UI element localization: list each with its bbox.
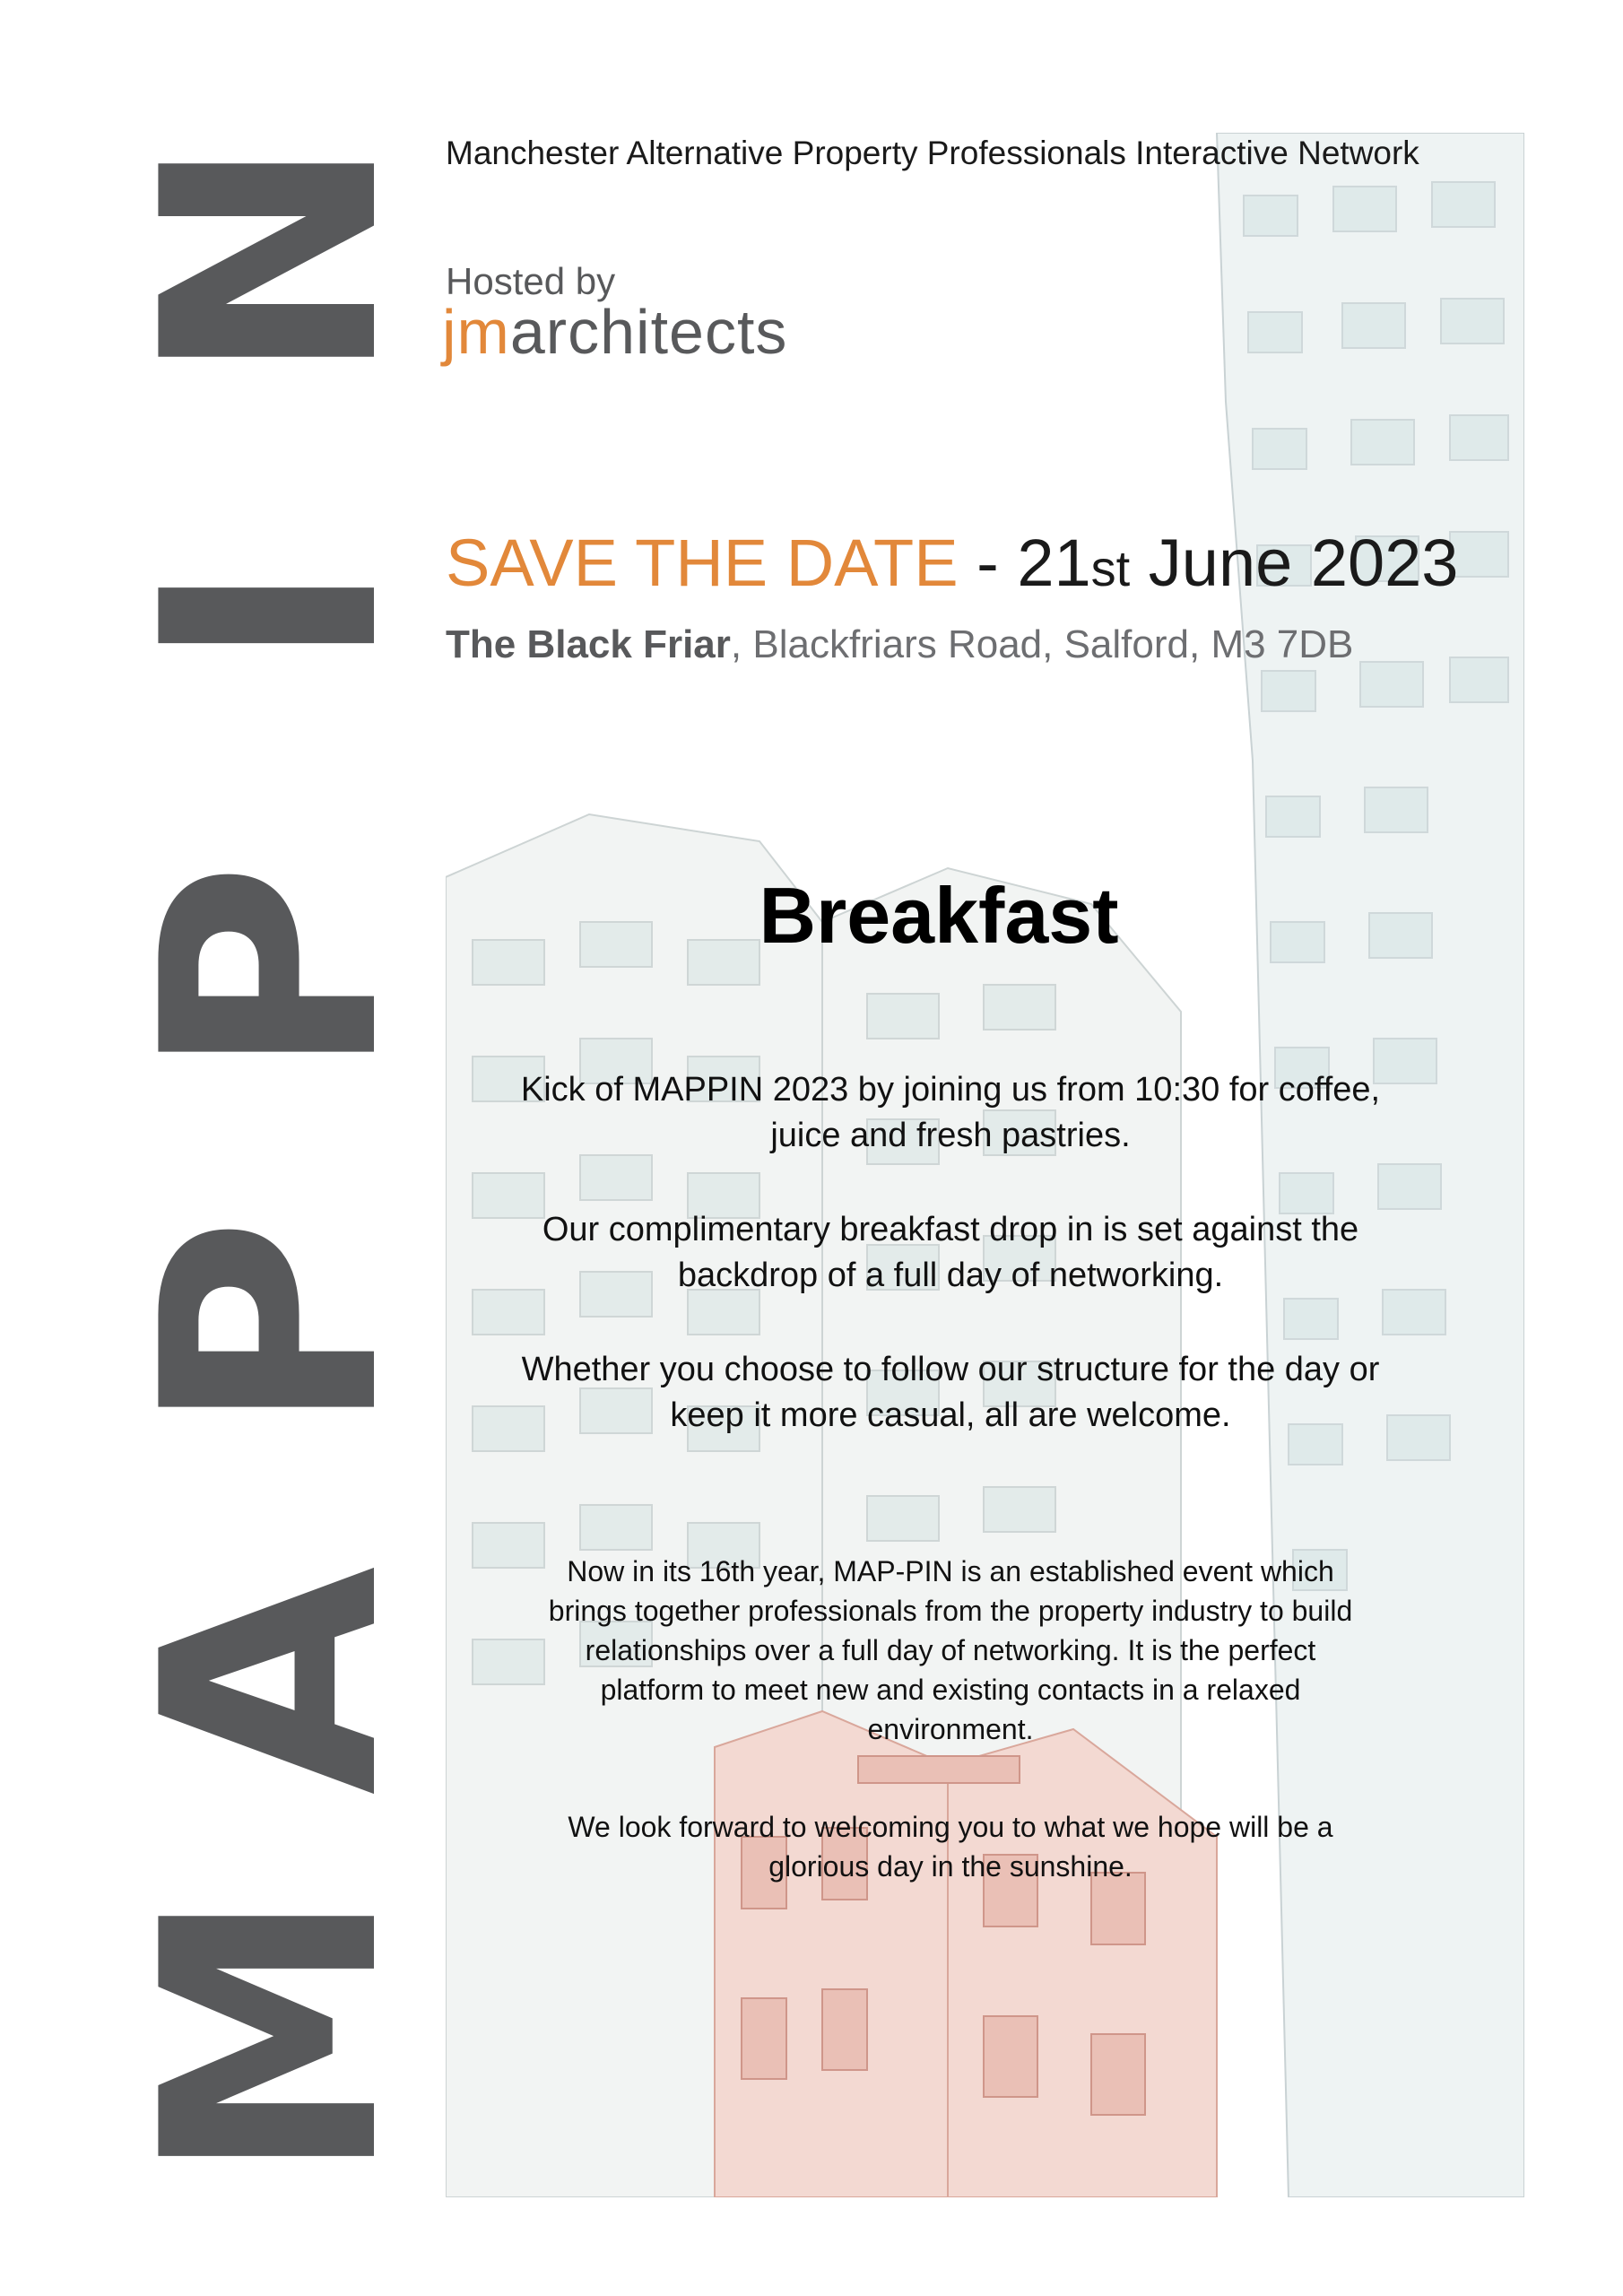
network-name: Manchester Alternative Property Professionals Interactive Network <box>446 135 1419 171</box>
sketch-svg <box>446 133 1524 2197</box>
host-logo <box>442 296 787 368</box>
venue-address: , Blackfriars Road, Salford, M3 7DB <box>730 622 1354 666</box>
paragraph-breakfast: Our complimentary breakfast drop in is set against the backdrop of a full day of networking. <box>542 1211 1359 1294</box>
wordmark-letter: A <box>100 1566 444 1796</box>
save-the-date-line <box>446 525 1458 601</box>
paragraph-welcome: Whether you choose to follow our structure for the day or keep it more casual, all are welcome. <box>521 1351 1380 1434</box>
hosted-by-label: Hosted by <box>446 260 616 302</box>
save-the-date-label: SAVE THE DATE <box>446 526 959 600</box>
wordmark-letter: P <box>100 1217 444 1434</box>
wordmark-letter: I <box>100 560 444 671</box>
date-separator: - <box>958 526 1018 600</box>
wordmark-letter: M <box>100 1888 444 2184</box>
event-day-suffix: st <box>1090 540 1131 596</box>
building-sketch-illustration <box>446 133 1524 2197</box>
host-logo-jm: jm <box>442 297 510 367</box>
mappin-vertical-wordmark <box>100 126 444 2184</box>
event-month-year: June 2023 <box>1130 526 1459 600</box>
paragraph-closing: We look forward to welcoming you to what we hope will be a glorious day in the sunshine. <box>568 1811 1333 1883</box>
venue-line <box>446 622 1353 667</box>
paragraph-intro: Kick of MAPPIN 2023 by joining us from 10:30 for coffee, juice and fresh pastries. <box>520 1071 1381 1154</box>
wordmark-letter: N <box>100 135 444 385</box>
wordmark-letter: P <box>100 862 444 1079</box>
paragraph-about: Now in its 16th year, MAP-PIN is an established event which brings together professionals from the property industry to build relationships over a full day of networking. It is the perfect platform to meet new and existing contacts in a relaxed environment. <box>548 1555 1353 1745</box>
venue-name: The Black Friar <box>446 622 731 666</box>
event-headline: Breakfast <box>759 871 1119 960</box>
event-day: 21 <box>1017 526 1091 600</box>
host-logo-architects: architects <box>509 297 788 367</box>
